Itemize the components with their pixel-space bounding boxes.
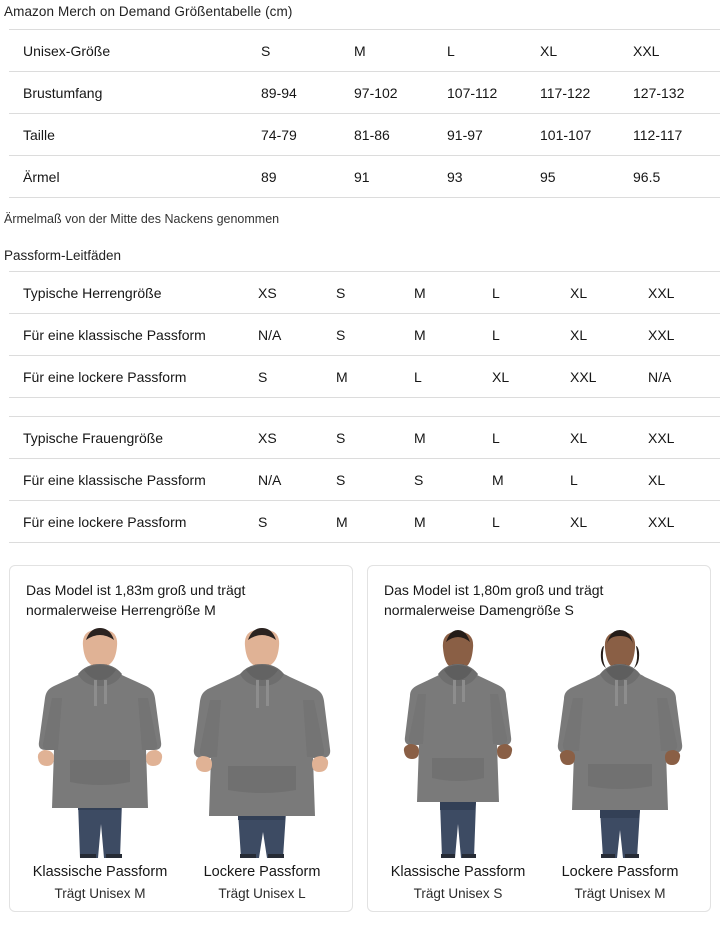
cell-womens-relaxed-3: M xyxy=(414,501,492,543)
fit-wears: Trägt Unisex M xyxy=(54,886,146,901)
fit-name: Lockere Passform xyxy=(561,864,679,880)
cell-womens-relaxed-5: XL xyxy=(570,501,648,543)
model-labels-mens xyxy=(26,864,336,901)
cell-womens-typical-4: L xyxy=(492,417,570,459)
column-header-l: L xyxy=(447,30,540,72)
table-row xyxy=(9,501,720,543)
fit-name: Klassische Passform xyxy=(32,864,168,880)
cell-mens-typical-1: XS xyxy=(258,272,336,314)
column-header-m: M xyxy=(354,30,447,72)
cell-womens-classic-6: XL xyxy=(648,459,720,501)
model-figures-mens xyxy=(26,626,336,858)
label-mens-classic xyxy=(26,864,174,901)
model-caption-womens: Das Model ist 1,80m groß und trägt normalerweise Damengröße S xyxy=(384,582,604,618)
cell-sleeve-xxl: 96.5 xyxy=(633,156,720,198)
cell-mens-classic-4: L xyxy=(492,314,570,356)
cell-waist-s: 74-79 xyxy=(261,114,354,156)
fit-name: Lockere Passform xyxy=(203,864,321,880)
cell-mens-relaxed-3: L xyxy=(414,356,492,398)
model-labels-womens xyxy=(384,864,694,901)
unisex-size-table xyxy=(9,29,720,198)
cell-mens-typical-5: XL xyxy=(570,272,648,314)
cell-womens-classic-5: L xyxy=(570,459,648,501)
row-label-chest: Brustumfang xyxy=(9,72,261,114)
cell-waist-xxl: 112-117 xyxy=(633,114,720,156)
table-row xyxy=(9,417,720,459)
cell-waist-xl: 101-107 xyxy=(540,114,633,156)
cell-chest-xl: 117-122 xyxy=(540,72,633,114)
table-row xyxy=(9,114,720,156)
table-spacer xyxy=(0,398,720,416)
cell-womens-relaxed-2: M xyxy=(336,501,414,543)
cell-mens-typical-4: L xyxy=(492,272,570,314)
model-cards xyxy=(9,565,711,912)
row-label-typical-mens-size: Typische Herrengröße xyxy=(9,272,258,314)
cell-womens-typical-2: S xyxy=(336,417,414,459)
cell-mens-classic-2: S xyxy=(336,314,414,356)
row-label-womens-classic-fit: Für eine klassische Passform xyxy=(9,459,258,501)
cell-chest-xxl: 127-132 xyxy=(633,72,720,114)
cell-womens-relaxed-1: S xyxy=(258,501,336,543)
cell-womens-typical-1: XS xyxy=(258,417,336,459)
fit-name: Klassische Passform xyxy=(390,864,526,880)
column-header-xl: XL xyxy=(540,30,633,72)
womens-hoodie-relaxed-illustration xyxy=(546,626,694,858)
row-label-sleeve: Ärmel xyxy=(9,156,261,198)
figure-womens-classic-fit xyxy=(384,626,532,858)
table-row xyxy=(9,459,720,501)
table-row xyxy=(9,314,720,356)
cell-womens-classic-2: S xyxy=(336,459,414,501)
cell-sleeve-xl: 95 xyxy=(540,156,633,198)
cell-chest-l: 107-112 xyxy=(447,72,540,114)
cell-sleeve-m: 91 xyxy=(354,156,447,198)
row-label-mens-classic-fit: Für eine klassische Passform xyxy=(9,314,258,356)
row-label-womens-relaxed-fit: Für eine lockere Passform xyxy=(9,501,258,543)
cell-waist-l: 91-97 xyxy=(447,114,540,156)
cell-mens-classic-3: M xyxy=(414,314,492,356)
cell-womens-typical-5: XL xyxy=(570,417,648,459)
sleeve-measure-note: Ärmelmaß von der Mitte des Nackens genommen xyxy=(4,212,280,226)
column-header-xxl: XXL xyxy=(633,30,720,72)
womens-fit-table xyxy=(9,416,720,543)
cell-mens-typical-6: XXL xyxy=(648,272,720,314)
figure-womens-relaxed-fit xyxy=(546,626,694,858)
row-label-typical-womens-size: Typische Frauengröße xyxy=(9,417,258,459)
figure-mens-classic-fit xyxy=(26,626,174,858)
cell-womens-relaxed-4: L xyxy=(492,501,570,543)
column-header-size: Unisex-Größe xyxy=(9,30,261,72)
model-card-womens xyxy=(367,565,711,912)
fit-wears: Trägt Unisex L xyxy=(218,886,306,901)
cell-womens-classic-3: S xyxy=(414,459,492,501)
cell-womens-relaxed-6: XXL xyxy=(648,501,720,543)
cell-mens-relaxed-2: M xyxy=(336,356,414,398)
table-row-header xyxy=(9,30,720,72)
fit-guides-label: Passform-Leitfäden xyxy=(4,248,122,263)
cell-mens-typical-2: S xyxy=(336,272,414,314)
cell-mens-relaxed-5: XXL xyxy=(570,356,648,398)
cell-womens-typical-6: XXL xyxy=(648,417,720,459)
model-figures-womens xyxy=(384,626,694,858)
womens-hoodie-classic-illustration xyxy=(384,626,532,858)
model-caption-mens: Das Model ist 1,83m groß und trägt normalerweise Herrengröße M xyxy=(26,582,246,618)
model-card-mens xyxy=(9,565,353,912)
table-row xyxy=(9,272,720,314)
label-womens-classic xyxy=(384,864,532,901)
table-row xyxy=(9,156,720,198)
table-row xyxy=(9,356,720,398)
column-header-s: S xyxy=(261,30,354,72)
cell-sleeve-s: 89 xyxy=(261,156,354,198)
cell-chest-s: 89-94 xyxy=(261,72,354,114)
cell-womens-classic-4: M xyxy=(492,459,570,501)
mens-hoodie-relaxed-illustration xyxy=(188,626,336,858)
fit-wears: Trägt Unisex M xyxy=(574,886,666,901)
cell-chest-m: 97-102 xyxy=(354,72,447,114)
cell-mens-relaxed-4: XL xyxy=(492,356,570,398)
cell-mens-classic-6: XXL xyxy=(648,314,720,356)
label-womens-relaxed xyxy=(546,864,694,901)
cell-mens-classic-1: N/A xyxy=(258,314,336,356)
cell-waist-m: 81-86 xyxy=(354,114,447,156)
table-row xyxy=(9,72,720,114)
row-label-waist: Taille xyxy=(9,114,261,156)
cell-mens-classic-5: XL xyxy=(570,314,648,356)
page-title: Amazon Merch on Demand Größentabelle (cm) xyxy=(4,4,293,19)
cell-mens-relaxed-6: N/A xyxy=(648,356,720,398)
mens-fit-table xyxy=(9,271,720,398)
fit-wears: Trägt Unisex S xyxy=(413,886,503,901)
cell-sleeve-l: 93 xyxy=(447,156,540,198)
cell-mens-typical-3: M xyxy=(414,272,492,314)
figure-mens-relaxed-fit xyxy=(188,626,336,858)
mens-hoodie-classic-illustration xyxy=(26,626,174,858)
row-label-mens-relaxed-fit: Für eine lockere Passform xyxy=(9,356,258,398)
label-mens-relaxed xyxy=(188,864,336,901)
cell-womens-typical-3: M xyxy=(414,417,492,459)
cell-womens-classic-1: N/A xyxy=(258,459,336,501)
cell-mens-relaxed-1: S xyxy=(258,356,336,398)
